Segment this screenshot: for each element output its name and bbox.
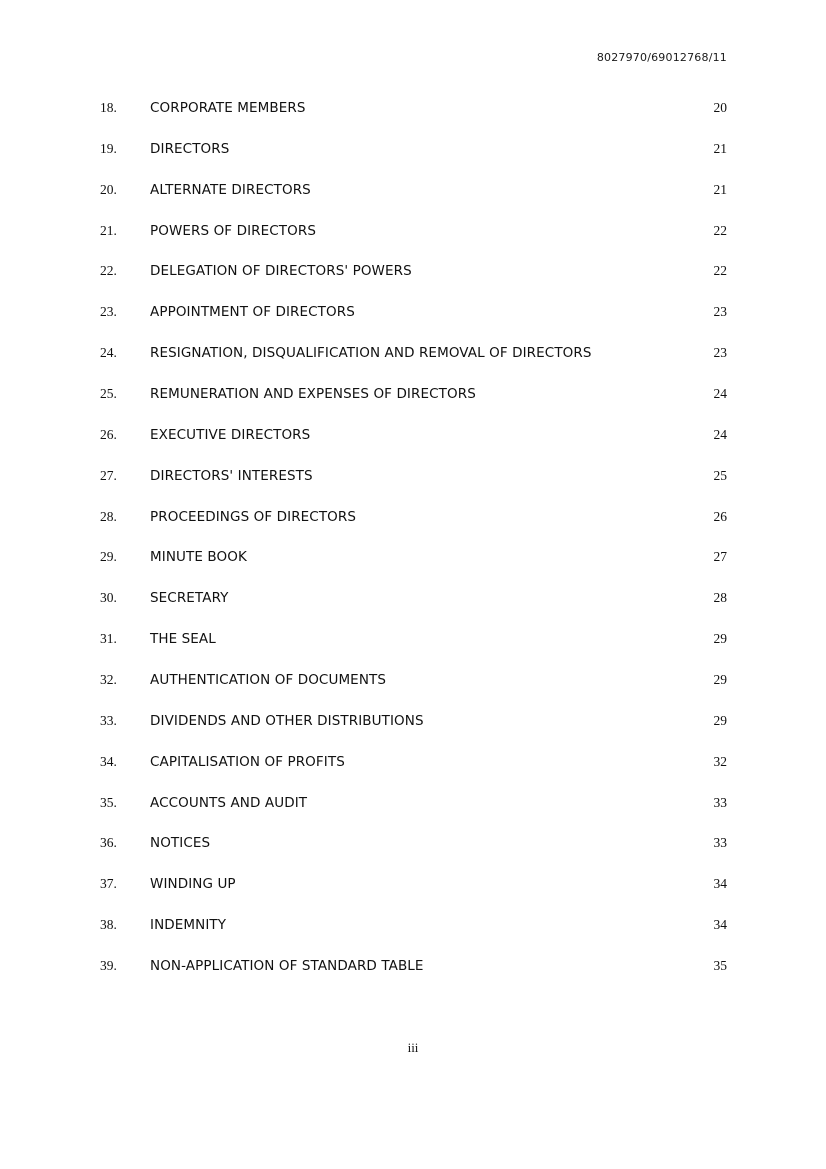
- toc-entry-number: 25.: [100, 386, 117, 402]
- toc-entry-number: 22.: [100, 263, 117, 279]
- toc-entry-title: CORPORATE MEMBERS: [150, 100, 306, 116]
- toc-entry-page-number: 27: [713, 549, 727, 565]
- toc-entry-title: DIRECTORS' INTERESTS: [150, 467, 313, 484]
- toc-entry-number: 27.: [100, 467, 117, 483]
- toc-entry-page-number: 32: [713, 753, 727, 769]
- toc-entry-title: RESIGNATION, DISQUALIFICATION AND REMOVAL OF DIRECTORS: [150, 345, 592, 362]
- toc-entry: [100, 386, 727, 427]
- toc-entry-title: SECRETARY: [150, 590, 229, 607]
- toc-entry: [100, 549, 727, 590]
- table-of-contents: [100, 100, 727, 999]
- toc-entry: [100, 509, 727, 550]
- toc-entry-number: 32.: [100, 672, 117, 688]
- toc-entry-title: DIRECTORS: [150, 140, 230, 157]
- toc-entry-number: 33.: [100, 712, 117, 728]
- toc-entry-page-number: 22: [713, 222, 727, 238]
- toc-entry: [100, 917, 727, 958]
- toc-entry: [100, 713, 727, 754]
- toc-entry-page-number: 35: [713, 958, 727, 974]
- toc-entry-number: 23.: [100, 304, 117, 320]
- toc-entry-title: CAPITALISATION OF PROFITS: [150, 753, 345, 770]
- toc-entry-title: DIVIDENDS AND OTHER DISTRIBUTIONS: [150, 712, 424, 729]
- toc-entry: [100, 468, 727, 509]
- footer-page-number: iii: [407, 1040, 419, 1055]
- toc-entry-number: 31.: [100, 631, 117, 647]
- toc-entry-title: NOTICES: [150, 835, 211, 852]
- toc-entry: [100, 631, 727, 672]
- toc-entry: [100, 304, 727, 345]
- toc-entry: [100, 182, 727, 223]
- toc-entry-page-number: 23: [713, 345, 727, 361]
- toc-entry-page-number: 34: [713, 917, 727, 933]
- toc-entry-title: REMUNERATION AND EXPENSES OF DIRECTORS: [150, 386, 476, 403]
- toc-entry-title: EXECUTIVE DIRECTORS: [150, 426, 311, 443]
- toc-entry-page-number: 26: [713, 508, 727, 524]
- toc-entry-number: 38.: [100, 917, 117, 933]
- toc-entry: [100, 427, 727, 468]
- toc-entry-page-number: 24: [713, 386, 727, 402]
- toc-entry-number: 39.: [100, 958, 117, 974]
- toc-entry-number: 21.: [100, 222, 117, 238]
- toc-entry-title: ALTERNATE DIRECTORS: [150, 181, 311, 198]
- toc-entry-number: 20.: [100, 181, 117, 197]
- toc-entry-title: MINUTE BOOK: [150, 549, 247, 566]
- toc-entry-title: POWERS OF DIRECTORS: [150, 222, 317, 239]
- toc-entry: [100, 876, 727, 917]
- toc-entry-page-number: 29: [713, 712, 727, 728]
- toc-entry: [100, 754, 727, 795]
- toc-entry-number: 37.: [100, 876, 117, 892]
- toc-entry: [100, 345, 727, 386]
- toc-entry-page-number: 21: [713, 140, 727, 156]
- toc-entry-number: 34.: [100, 753, 117, 769]
- toc-entry: [100, 958, 727, 999]
- toc-entry-title: AUTHENTICATION OF DOCUMENTS: [150, 672, 387, 689]
- document-reference-number: 8027970/69012768/11: [596, 51, 727, 64]
- toc-entry-title: DELEGATION OF DIRECTORS' POWERS: [150, 263, 412, 280]
- toc-entry: [100, 795, 727, 836]
- toc-entry-page-number: 23: [713, 304, 727, 320]
- toc-entry-title: THE SEAL: [150, 631, 216, 648]
- toc-entry-number: 35.: [100, 794, 117, 810]
- toc-entry-number: 24.: [100, 345, 117, 361]
- toc-entry-page-number: 20: [713, 100, 727, 115]
- toc-entry-number: 19.: [100, 140, 117, 156]
- toc-entry-page-number: 25: [713, 467, 727, 483]
- toc-entry: [100, 141, 727, 182]
- toc-entry-number: 18.: [100, 100, 117, 115]
- toc-entry-page-number: 33: [713, 835, 727, 851]
- toc-entry: [100, 100, 727, 141]
- toc-entry-title: NON-APPLICATION OF STANDARD TABLE: [150, 958, 424, 975]
- toc-entry-title: INDEMNITY: [150, 917, 227, 934]
- toc-entry: [100, 672, 727, 713]
- toc-entry-title: PROCEEDINGS OF DIRECTORS: [150, 508, 357, 525]
- toc-entry-page-number: 21: [713, 181, 727, 197]
- toc-entry-number: 26.: [100, 426, 117, 442]
- toc-entry-number: 29.: [100, 549, 117, 565]
- toc-entry-page-number: 22: [713, 263, 727, 279]
- toc-entry: [100, 263, 727, 304]
- toc-entry-page-number: 24: [713, 426, 727, 442]
- toc-entry-title: APPOINTMENT OF DIRECTORS: [150, 304, 355, 321]
- toc-entry: [100, 835, 727, 876]
- toc-entry-number: 36.: [100, 835, 117, 851]
- toc-entry-page-number: 28: [713, 590, 727, 606]
- toc-entry-page-number: 29: [713, 672, 727, 688]
- toc-entry-page-number: 33: [713, 794, 727, 810]
- toc-entry: [100, 590, 727, 631]
- toc-entry: [100, 223, 727, 264]
- toc-entry-title: WINDING UP: [150, 876, 236, 893]
- toc-entry-title: ACCOUNTS AND AUDIT: [150, 794, 308, 811]
- toc-entry-page-number: 34: [713, 876, 727, 892]
- toc-entry-page-number: 29: [713, 631, 727, 647]
- toc-entry-number: 28.: [100, 508, 117, 524]
- toc-entry-number: 30.: [100, 590, 117, 606]
